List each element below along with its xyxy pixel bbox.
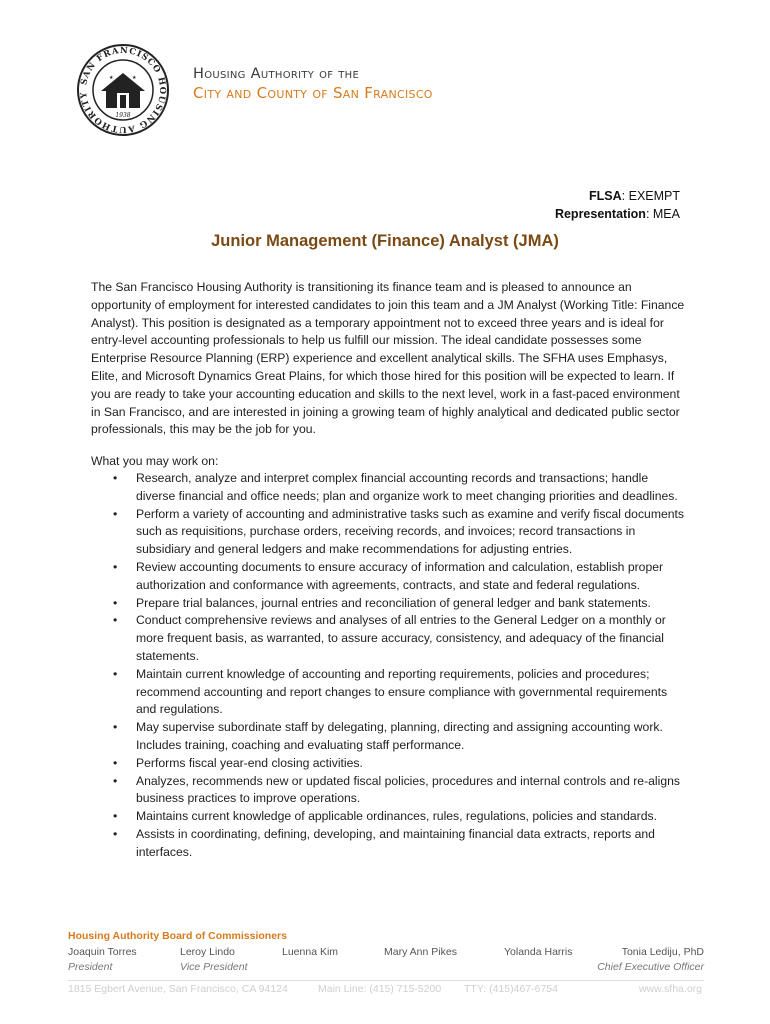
footer-main-line: Main Line: (415) 715-5200 — [318, 983, 442, 995]
member-name: Tonia Lediju, PhD — [621, 946, 704, 958]
bullet-icon: • — [113, 826, 118, 841]
intro-paragraph: The San Francisco Housing Authority is transitioning its finance team and is pleased to announce an opportunity of employment for interested candidates to join this team and a JM Analyst (Working Title: Finance Analyst). This position is designated as a temporary appointment not to exceed three years and is ideal for entry-level accounting professionals to help us fulfill our mission. The ideal candidate possesses some Enterprise Resource Planning (ERP) experience and excellent analytical skills. The SFHA uses Emphasys, Elite, and Microsoft Dynamics Great Plains, for which those hired for this position will be expected to learn. If you are ready to take your accounting education and skills to the next level, work in a fast-paced environment in San Francisco, and are interested in joining a growing team of highly analytical and dedicated public sector professionals, this may be the job for you. — [91, 280, 685, 437]
list-item — [91, 612, 686, 665]
board-member — [504, 945, 573, 960]
list-item — [91, 755, 686, 773]
member-role: Chief Executive Officer — [597, 961, 704, 973]
list-item — [91, 773, 686, 809]
list-item — [91, 826, 686, 862]
list-item — [91, 719, 686, 755]
member-name: Yolanda Harris — [504, 946, 573, 958]
bullet-icon: • — [113, 471, 118, 485]
organization-name — [193, 66, 433, 102]
duty-text: Assists in coordinating, defining, developing, and maintaining financial data extracts, reports and interfaces. — [136, 826, 655, 859]
flsa-line — [555, 187, 680, 205]
svg-text:1938: 1938 — [115, 112, 131, 119]
list-item — [91, 506, 686, 559]
footer-address: 1815 Egbert Avenue, San Francisco, CA 94124 — [68, 983, 288, 995]
svg-text:★: ★ — [132, 75, 137, 81]
representation-line — [555, 205, 680, 223]
duty-text: Maintains current knowledge of applicable ordinances, rules, regulations, policies and standards. — [136, 809, 657, 824]
duty-text: Prepare trial balances, journal entries and reconciliation of general ledger and bank statements. — [136, 595, 651, 610]
representation-value: : MEA — [645, 207, 680, 221]
member-name: Leroy Lindo — [180, 946, 235, 958]
bullet-icon: • — [113, 809, 118, 824]
sfha-seal-logo — [76, 43, 170, 137]
footer-website-link[interactable]: www.sfha.org — [638, 983, 702, 995]
svg-text:SAN FRANCISCO HOUSING AUTHORIT: SAN FRANCISCO HOUSING AUTHORITY — [78, 45, 168, 135]
duty-text: Perform a variety of accounting and administrative tasks such as examine and verify fiscal documents such as requisitions, purchase orders, receiving records, and invoices; record transactions in subsidiary and general ledgers and make recommendations for adjusting entries. — [136, 506, 685, 557]
job-title: Junior Management (Finance) Analyst (JMA) — [211, 232, 559, 250]
bullet-icon: • — [113, 720, 118, 735]
member-name: Joaquin Torres — [68, 946, 137, 958]
duties-list — [91, 470, 686, 862]
member-name: Mary Ann Pikes — [384, 946, 457, 958]
board-member — [180, 945, 248, 975]
board-title: Housing Authority Board of Commissioners — [68, 930, 287, 942]
duty-text: Analyzes, recommends new or updated fiscal policies, procedures and internal controls and re-aligns business practices to improve operations. — [136, 773, 680, 806]
board-member — [597, 945, 704, 975]
duty-text: Maintain current knowledge of accounting and reporting requirements, policies and procedures; recommend accounting and report changes to ensure compliance with governmental requirements and regulations. — [136, 666, 668, 717]
duties-lead: What you may work on: — [91, 454, 219, 468]
duty-text: May supervise subordinate staff by delegating, planning, directing and assigning accounting work. Includes training, coaching and evaluating staff performance. — [136, 720, 663, 752]
duty-text: Research, analyze and interpret complex financial accounting records and transactions; handle diverse financial and office needs; plan and organize work to meet changing priorities and deadlines. — [136, 471, 678, 503]
list-item — [91, 666, 686, 719]
member-name: Luenna Kim — [282, 946, 339, 958]
footer-tty: TTY: (415)467-6754 — [464, 983, 558, 995]
bullet-icon: • — [113, 613, 118, 628]
list-item — [91, 470, 686, 506]
duty-text: Conduct comprehensive reviews and analyses of all entries to the General Ledger on a monthly or more frequent basis, as warranted, to assure accuracy, consistency, and adequacy of the financial statements. — [136, 613, 666, 663]
duty-text: Review accounting documents to ensure accuracy of information and calculation, establish proper authorization and conformance with agreements, contracts, and state and federal regulations. — [136, 559, 664, 592]
list-item — [91, 559, 686, 595]
bullet-icon: • — [113, 559, 118, 574]
bullet-icon: • — [113, 773, 118, 788]
board-member — [68, 945, 137, 975]
board-member — [384, 945, 457, 960]
board-members — [68, 945, 704, 977]
member-role: Vice President — [180, 961, 248, 973]
board-member — [282, 945, 338, 960]
list-item — [91, 808, 686, 826]
bullet-icon: • — [113, 755, 118, 770]
flsa-value: : EXEMPT — [621, 189, 680, 203]
org-name-line2: City and County of San Francisco — [193, 84, 433, 102]
representation-label: Representation — [554, 207, 646, 221]
bullet-icon: • — [113, 506, 118, 521]
svg-text:★: ★ — [109, 75, 114, 81]
list-item — [91, 595, 686, 613]
flsa-label: FLSA — [589, 189, 622, 203]
bullet-icon: • — [113, 666, 118, 681]
org-name-line1: Housing Authority of the — [193, 66, 360, 82]
classification-block — [555, 187, 680, 223]
member-role: President — [68, 961, 113, 973]
bullet-icon: • — [113, 595, 118, 610]
footer-divider — [68, 980, 704, 981]
duty-text: Performs fiscal year-end closing activities. — [136, 755, 363, 770]
